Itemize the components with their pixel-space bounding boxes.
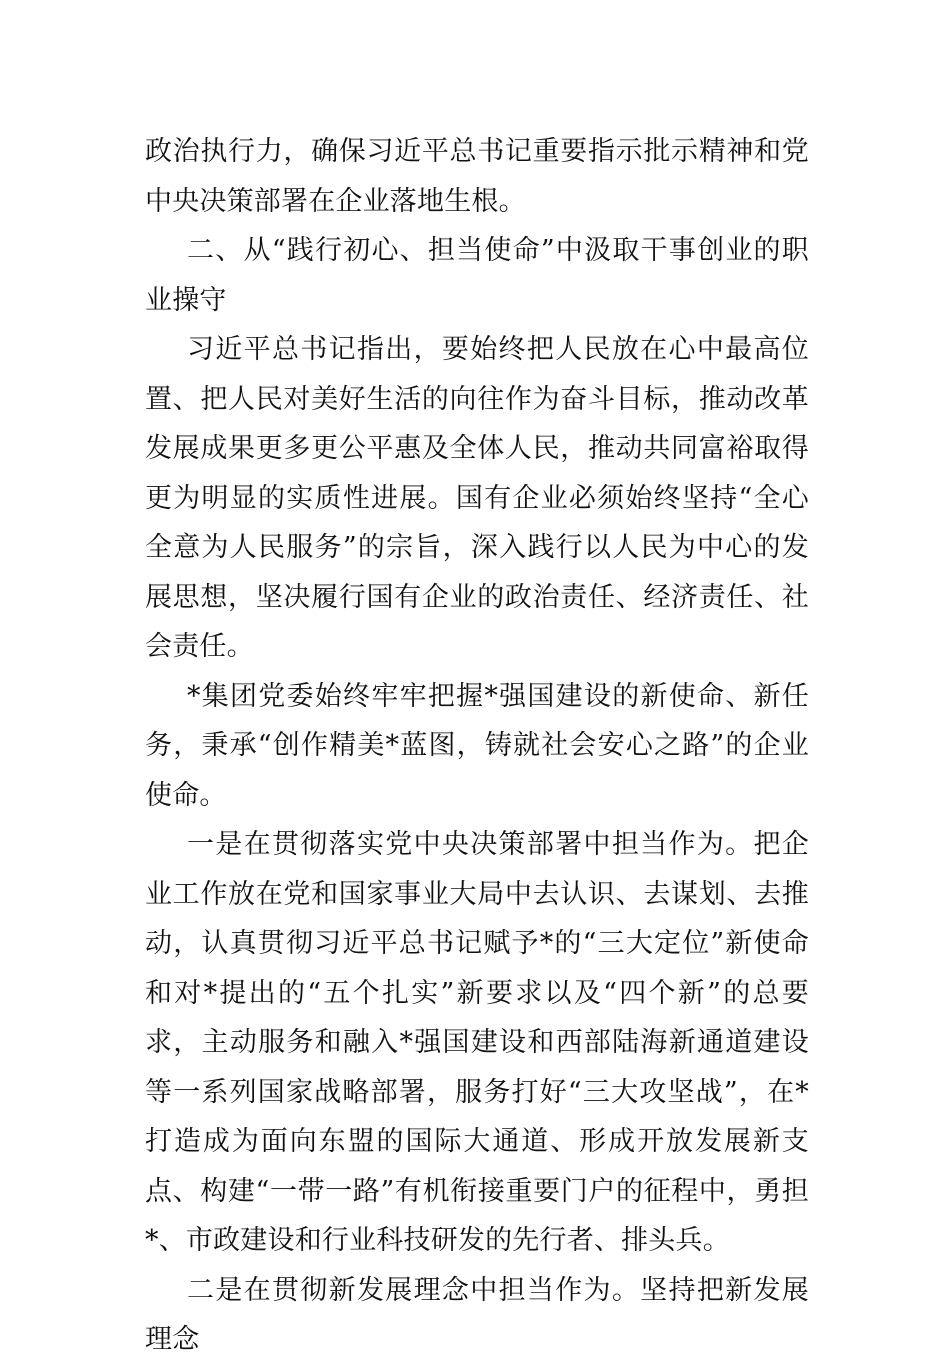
section-heading-two: 二、从“践行初心、担当使命”中汲取干事创业的职业操守 [145,235,809,316]
document-body [145,127,809,1365]
paragraph-quote-xi: 习近平总书记指出，要始终把人民放在心中最高位置、把人民对美好生活的向往作为奋斗目标，推动改革发展成果更多更公平惠及全体人民，推动共同富裕取得更为明显的实质性进展。国有企业必须始终坚持“全心全意为人民服务”的宗旨，深入践行以人民为中心的发展思想，坚决履行国有企业的政治责任、经济责任、社会责任。 [145,334,809,662]
paragraph-continuation: 政治执行力，确保习近平总书记重要指示批示精神和党中央决策部署在企业落地生根。 [145,136,809,217]
paragraph-point-one: 一是在贯彻落实党中央决策部署中担当作为。把企业工作放在党和国家事业大局中去认识、去谋划、去推动，认真贯彻习近平总书记赋予*的“三大定位”新使命和对*提出的“五个扎实”新要求以及“四个新”的总要求，主动服务和融入*强国建设和西部陆海新通道建设等一系列国家战略部署，服务打好“三大攻坚战”，在*打造成为面向东盟的国际大通道、形成开放发展新支点、构建“一带一路”有机衔接重要门户的征程中，勇担*、市政建设和行业科技研发的先行者、排头兵。 [145,829,809,1256]
paragraph-group-mission: *集团党委始终牢牢把握*强国建设的新使命、新任务，秉承“创作精美*蓝图，铸就社会安心之路”的企业使命。 [145,680,809,811]
paragraph-point-two: 二是在贯彻新发展理念中担当作为。坚持把新发展理念 [145,1274,809,1355]
